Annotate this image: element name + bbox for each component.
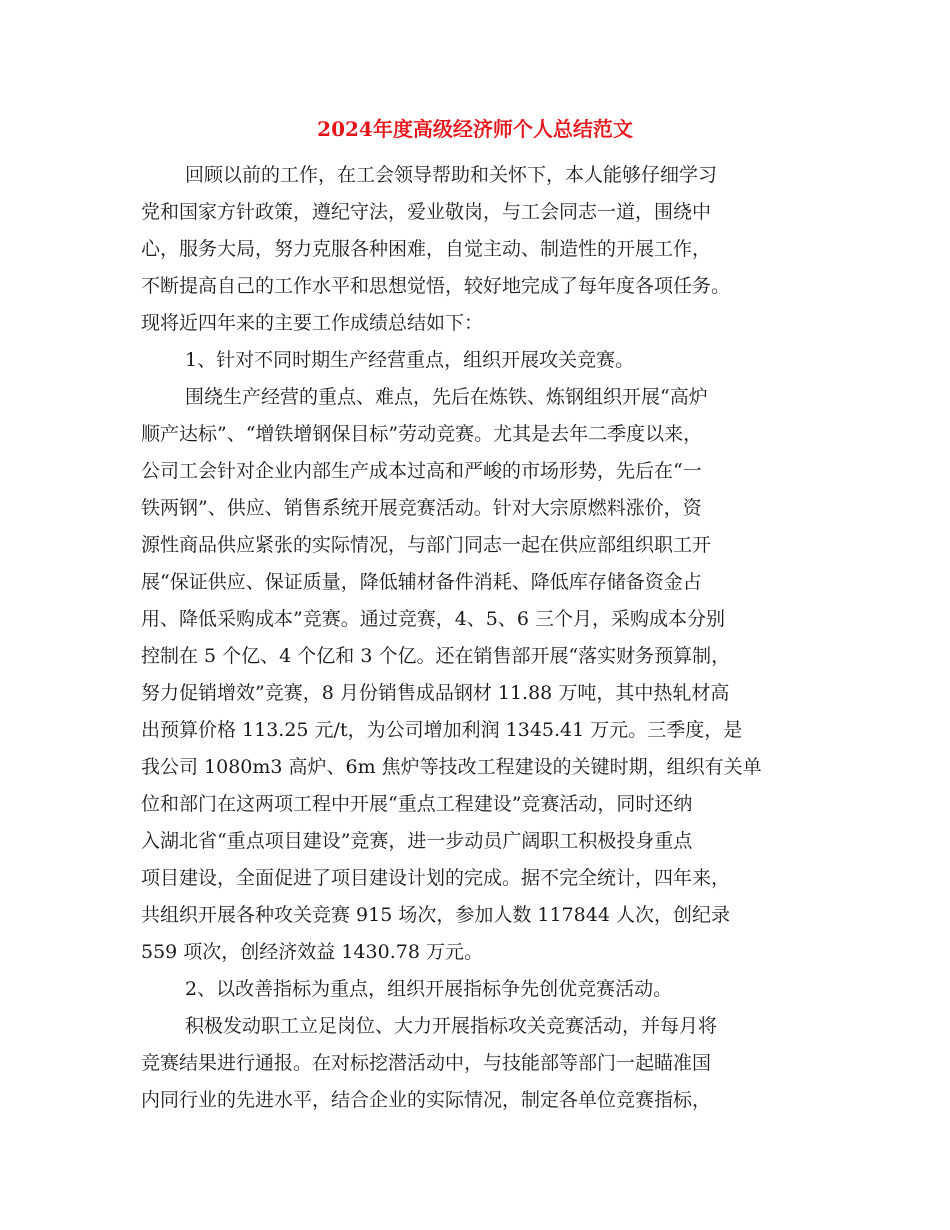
body-line: 1、针对不同时期生产经营重点，组织开展攻关竞赛。 (185, 349, 635, 371)
body-line: 我公司 1080m3 高炉、6m 焦炉等技改工程建设的关键时期，组织有关单 (141, 756, 762, 778)
body-line: 心，服务大局，努力克服各种困难，自觉主动、制造性的开展工作， (141, 238, 712, 260)
body-line: 用、降低采购成本”竞赛。通过竞赛，4、5、6 三个月，采购成本分别 (141, 608, 726, 630)
body-line: 入湖北省“重点项目建设”竞赛，进一步动员广阔职工积极投身重点 (141, 830, 693, 852)
body-line: 展“保证供应、保证质量，降低辅材备件消耗、降低库存储备资金占 (141, 571, 702, 593)
body-line: 党和国家方针政策，遵纪守法，爱业敬岗，与工会同志一道，围绕中 (141, 201, 712, 223)
body-line: 竞赛结果进行通报。在对标挖潜活动中，与技能部等部门一起瞄准国 (141, 1052, 712, 1074)
body-line: 积极发动职工立足岗位、大力开展指标攻关竞赛活动，并每月将 (185, 1015, 718, 1037)
document-body (141, 157, 811, 1119)
document-title: 2024年度高级经济师个人总结范文 (317, 117, 633, 141)
body-line: 围绕生产经营的重点、难点，先后在炼铁、炼钢组织开展“高炉 (185, 386, 708, 408)
body-line: 铁两钢”、供应、销售系统开展竞赛活动。针对大宗原燃料涨价，资 (141, 497, 702, 519)
body-line: 共组织开展各种攻关竞赛 915 场次，参加人数 117844 人次，创纪录 (141, 904, 730, 926)
body-line: 项目建设，全面促进了项目建设计划的完成。据不完全统计，四年来， (141, 867, 731, 889)
body-line: 位和部门在这两项工程中开展“重点工程建设”竞赛活动，同时还纳 (141, 793, 693, 815)
body-line: 回顾以前的工作，在工会领导帮助和关怀下，本人能够仔细学习 (185, 164, 718, 186)
body-line: 现将近四年来的主要工作成绩总结如下： (141, 312, 484, 334)
body-line: 努力促销增效”竞赛，8 月份销售成品钢材 11.88 万吨，其中热轧材高 (141, 682, 730, 704)
body-line: 源性商品供应紧张的实际情况，与部门同志一起在供应部组织职工开 (141, 534, 712, 556)
body-line: 不断提高自己的工作水平和思想觉悟，较好地完成了每年度各项任务。 (141, 275, 731, 297)
body-line: 出预算价格 113.25 元/t，为公司增加利润 1345.41 万元。三季度，是 (141, 719, 743, 741)
body-line: 559 项次，创经济效益 1430.78 万元。 (141, 941, 483, 963)
body-line: 顺产达标”、“增铁增钢保目标”劳动竞赛。尤其是去年二季度以来， (141, 423, 703, 445)
body-line: 公司工会针对企业内部生产成本过高和严峻的市场形势，先后在“一 (141, 460, 702, 482)
body-line: 内同行业的先进水平，结合企业的实际情况，制定各单位竞赛指标， (141, 1089, 712, 1111)
body-line: 控制在 5 个亿、4 个亿和 3 个亿。还在销售部开展“落实财务预算制， (141, 645, 731, 667)
body-line: 2、以改善指标为重点，组织开展指标争先创优竞赛活动。 (185, 978, 673, 1000)
